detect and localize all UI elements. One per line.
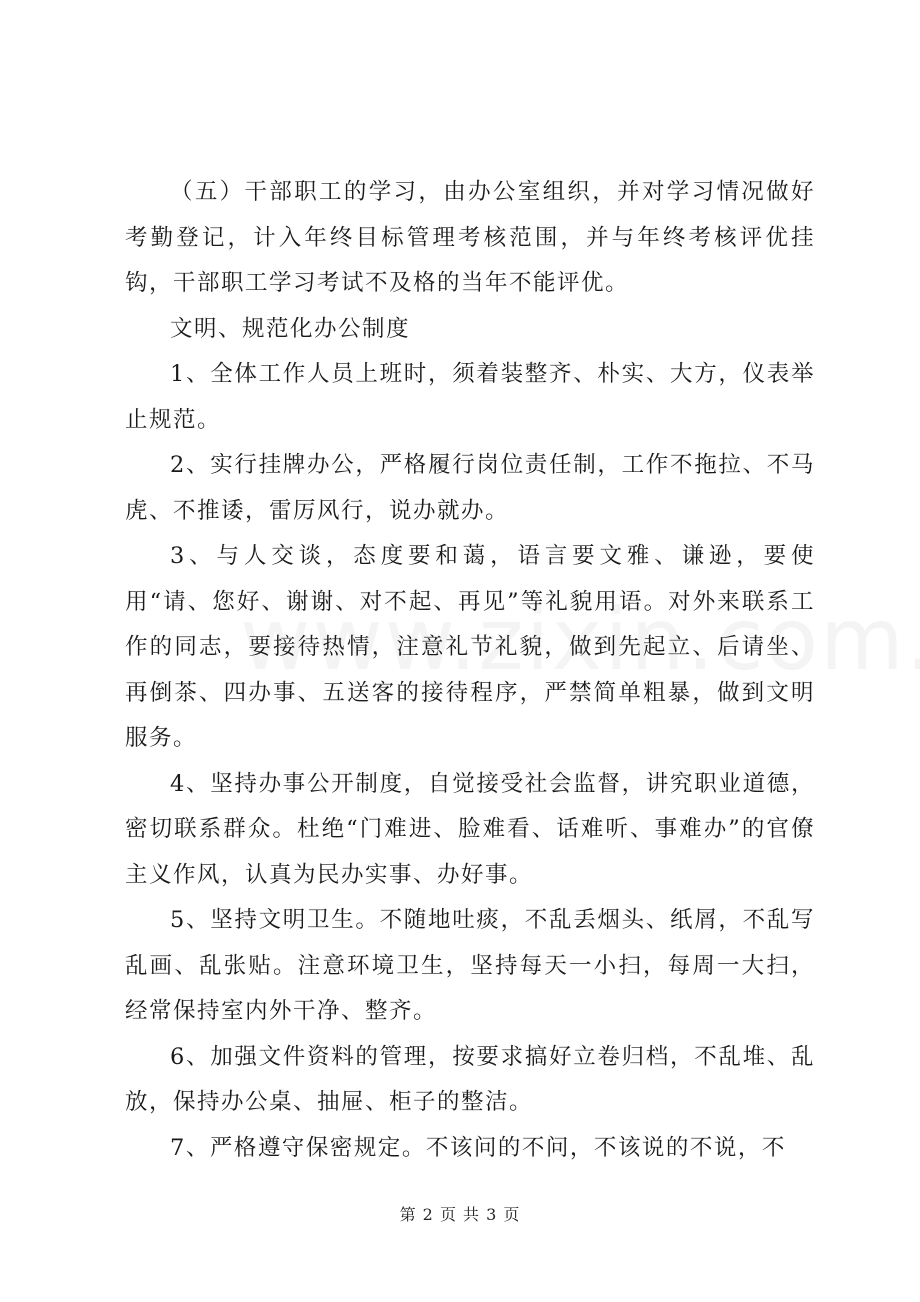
rule-item-7: 7、严格遵守保密规定。不该问的不问，不该说的不说，不 (170, 1134, 786, 1161)
rule-item-1: 1、全体工作人员上班时，须着装整齐、朴实、大方，仪表举止规范。 (125, 361, 815, 433)
page-footer: 第 2 页 共 3 页 (399, 1205, 521, 1224)
section-heading: 文明、规范化办公制度 (170, 315, 411, 342)
rule-item-6: 6、加强文件资料的管理，按要求搞好立卷归档，不乱堆、乱放，保持办公桌、抽屉、柜子的整洁。 (125, 1043, 815, 1115)
rule-item-2: 2、实行挂牌办公，严格履行岗位责任制，工作不拖拉、不马虎、不推诿，雷厉风行，说办就办。 (125, 452, 815, 524)
rule-item-3: 3、与人交谈，态度要和蔼，语言要文雅、谦逊，要使用“请、您好、谢谢、对不起、再见”等礼貌用语。对外来联系工作的同志，要接待热情，注意礼节礼貌，做到先起立、后请坐、再倒茶、四办事、五送客的接待程序，严禁简单粗暴，做到文明服务。 (125, 543, 815, 751)
paragraph-study-rules: （五）干部职工的学习，由办公室组织，并对学习情况做好考勤登记，计入年终目标管理考核范围，并与年终考核评优挂钩，干部职工学习考试不及格的当年不能评优。 (125, 179, 815, 296)
document-body (125, 170, 815, 1171)
rule-item-5: 5、坚持文明卫生。不随地吐痰，不乱丢烟头、纸屑，不乱写乱画、乱张贴。注意环境卫生，坚持每天一小扫，每周一大扫，经常保持室内外干净、整齐。 (125, 907, 815, 1024)
rule-item-4: 4、坚持办事公开制度，自觉接受社会监督，讲究职业道德，密切联系群众。杜绝“门难进、脸难看、话难听、事难办”的官僚主义作风，认真为民办实事、办好事。 (125, 770, 815, 888)
